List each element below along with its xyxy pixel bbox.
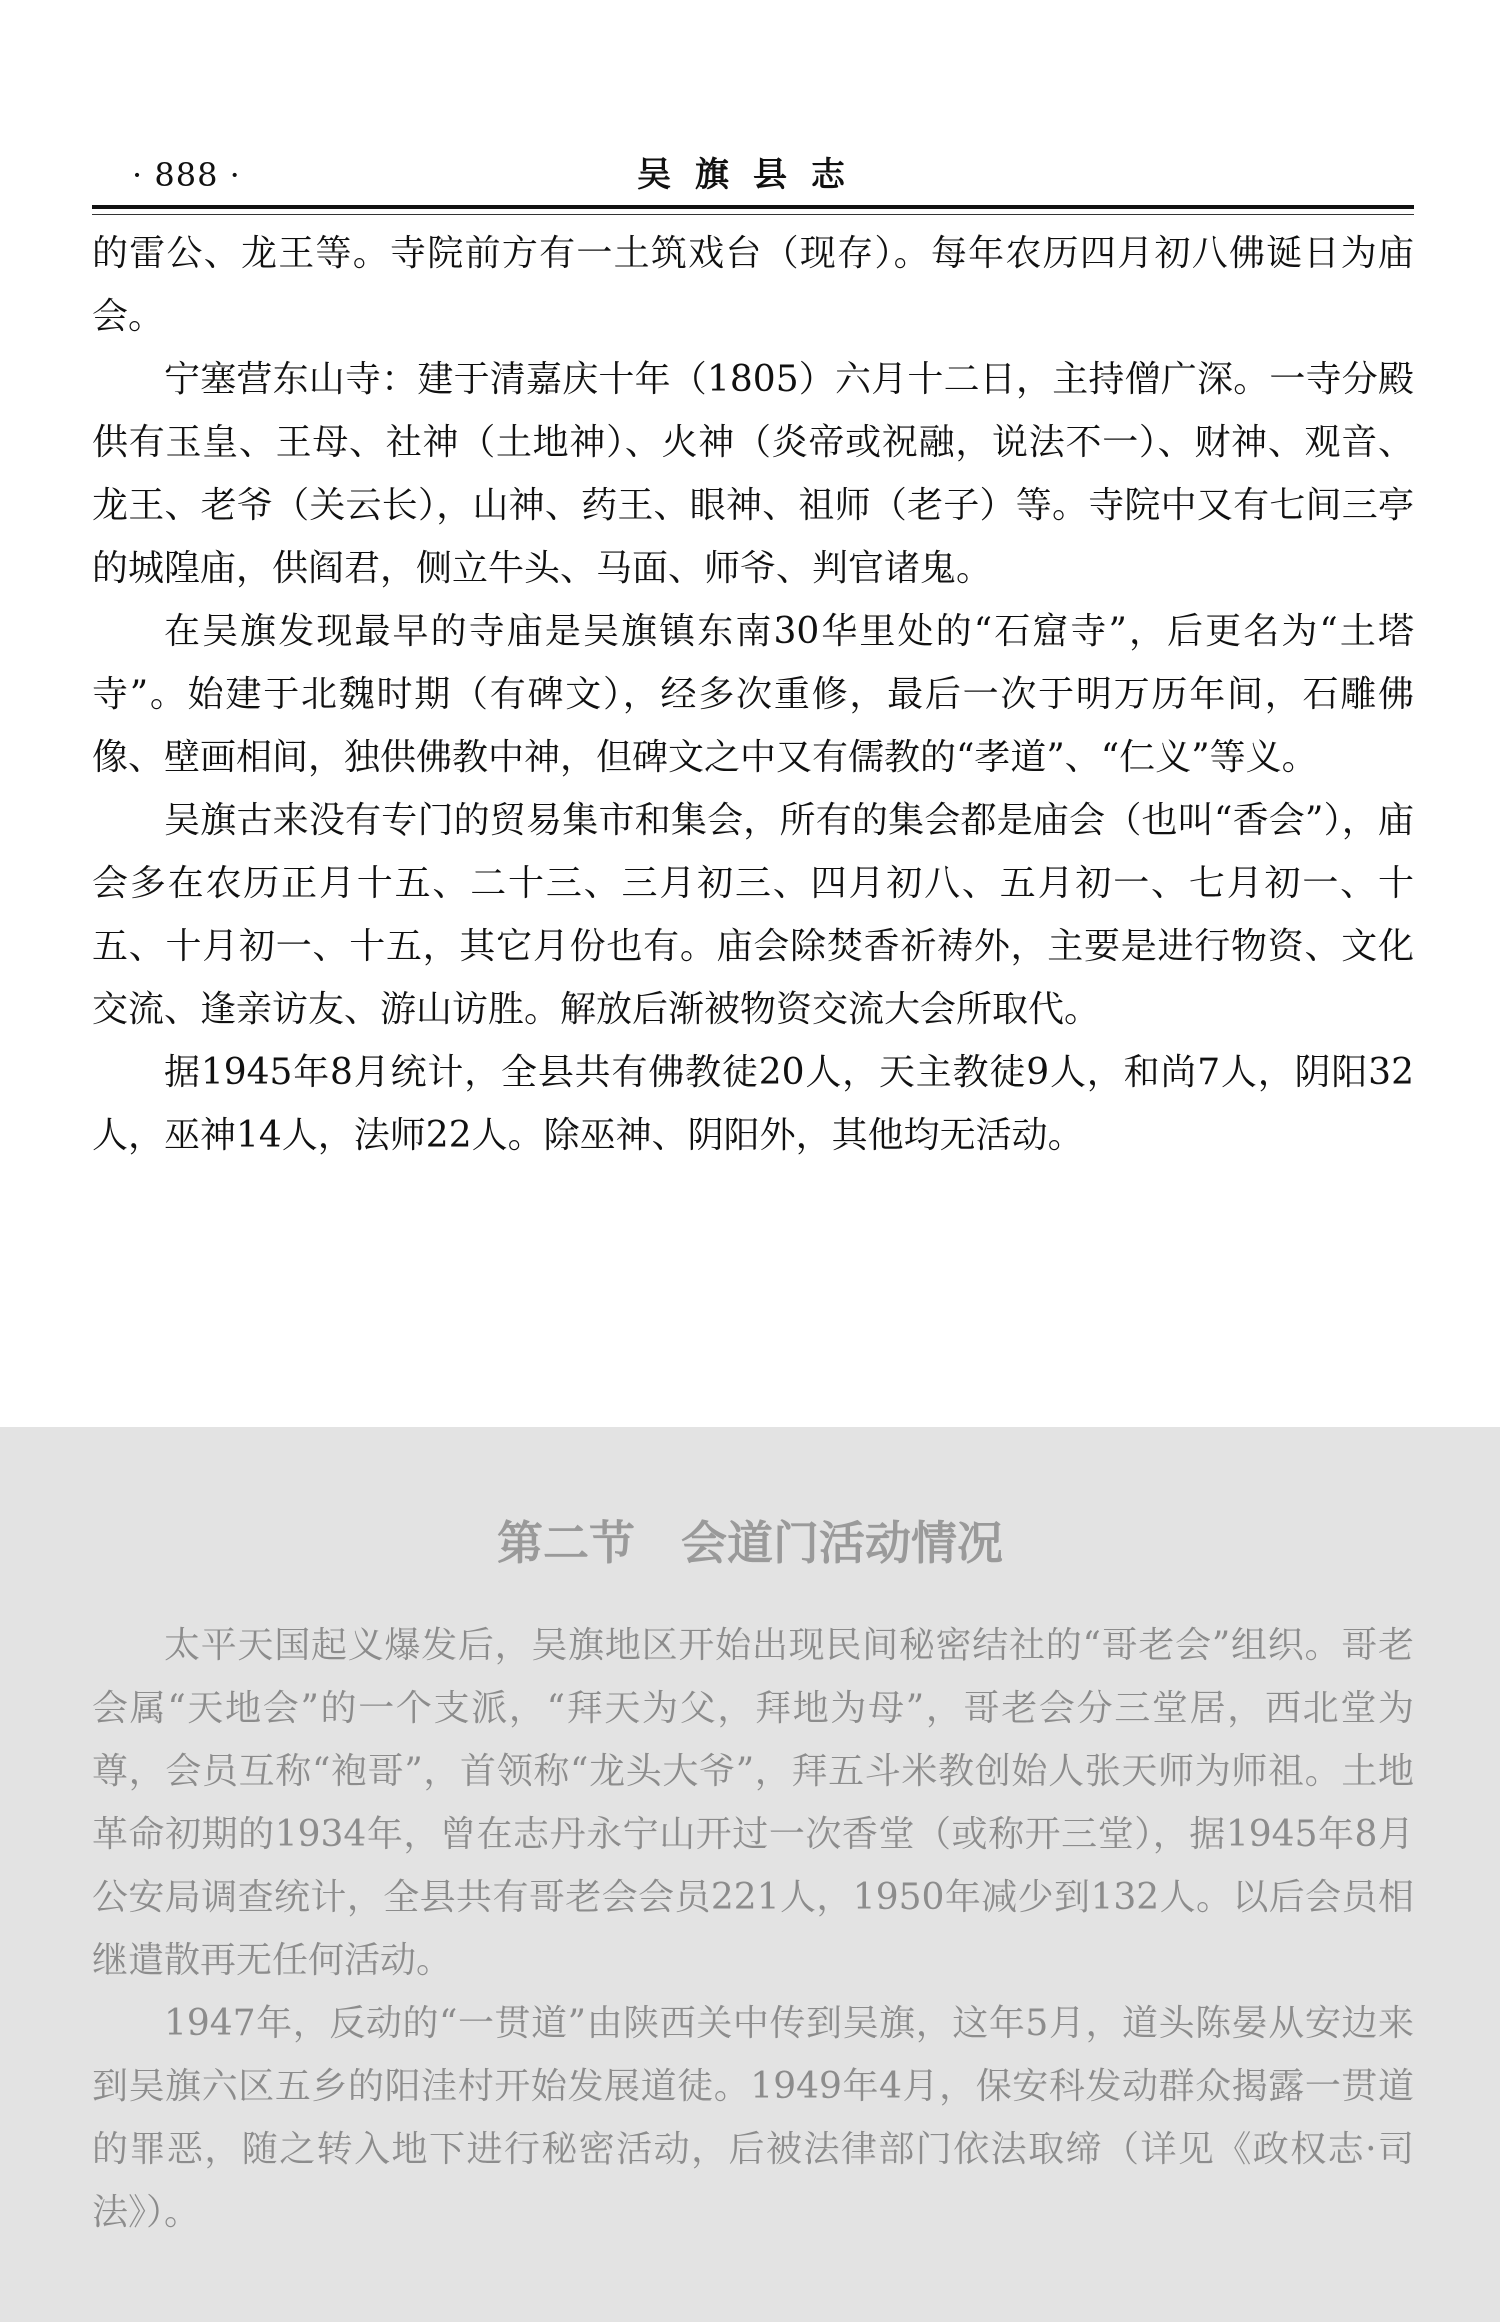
paragraph-yiguandao: 1947年，反动的“一贯道”由陕西关中传到吴旗，这年5月，道头陈晏从安边来到吴旗六区五乡的阳洼村开始发展道徒。1949年4月，保安科发动群众揭露一贯道的罪恶，随之转入地下进行秘密活动，后被法律部门依法取缔（详见《政权志·司法》）。 xyxy=(92,2003,1414,2233)
paragraph-continuation: 的雷公、龙王等。寺院前方有一土筑戏台（现存）。每年农历四月初八佛诞日为庙会。 xyxy=(92,233,1414,337)
header-rule xyxy=(92,205,1414,209)
body-text-section xyxy=(92,1614,1414,2244)
header-rule-thin xyxy=(92,214,1414,215)
running-title: 吴旗县志 xyxy=(637,155,869,195)
body-text-top xyxy=(92,222,1414,1167)
paragraph-temple-fairs: 吴旗古来没有专门的贸易集市和集会，所有的集会都是庙会（也叫“香会”），庙会多在农历正月十五、二十三、三月初三、四月初八、五月初一、七月初一、十五、十月初一、十五，其它月份也有。庙会除焚香祈祷外，主要是进行物资、文化交流、逢亲访友、游山访胜。解放后渐被物资交流大会所取代。 xyxy=(92,800,1414,1030)
paragraph-1945-statistics: 据1945年8月统计，全县共有佛教徒20人，天主教徒9人，和尚7人，阴阳32人，巫神14人，法师22人。除巫神、阴阳外，其他均无活动。 xyxy=(92,1052,1414,1156)
page-number: · 888 · xyxy=(132,156,241,194)
section-heading: 第二节 会道门活动情况 xyxy=(497,1516,1003,1570)
page-header xyxy=(92,150,1414,200)
paragraph-dongshan-temple: 宁塞营东山寺：建于清嘉庆十年（1805）六月十二日，主持僧广深。一寺分殿供有玉皇、王母、社神（土地神）、火神（炎帝或祝融，说法不一）、财神、观音、龙王、老爷（关云长），山神、药王、眼神、祖师（老子）等。寺院中又有七间三亭的城隍庙，供阎君，侧立牛头、马面、师爷、判官诸鬼。 xyxy=(92,359,1414,589)
paragraph-gelaohui: 太平天国起义爆发后，吴旗地区开始出现民间秘密结社的“哥老会”组织。哥老会属“天地会”的一个支派，“拜天为父，拜地为母”，哥老会分三堂居，西北堂为尊，会员互称“袍哥”，首领称“龙头大爷”，拜五斗米教创始人张天师为师祖。土地革命初期的1934年，曾在志丹永宁山开过一次香堂（或称开三堂），据1945年8月公安局调查统计，全县共有哥老会会员221人，1950年减少到132人。以后会员相继遣散再无任何活动。 xyxy=(92,1625,1414,1981)
paragraph-stone-cave-temple: 在吴旗发现最早的寺庙是吴旗镇东南30华里处的“石窟寺”，后更名为“土塔寺”。始建于北魏时期（有碑文），经多次重修，最后一次于明万历年间，石雕佛像、壁画相间，独供佛教中神，但碑文之中又有儒教的“孝道”、“仁义”等义。 xyxy=(92,611,1414,778)
